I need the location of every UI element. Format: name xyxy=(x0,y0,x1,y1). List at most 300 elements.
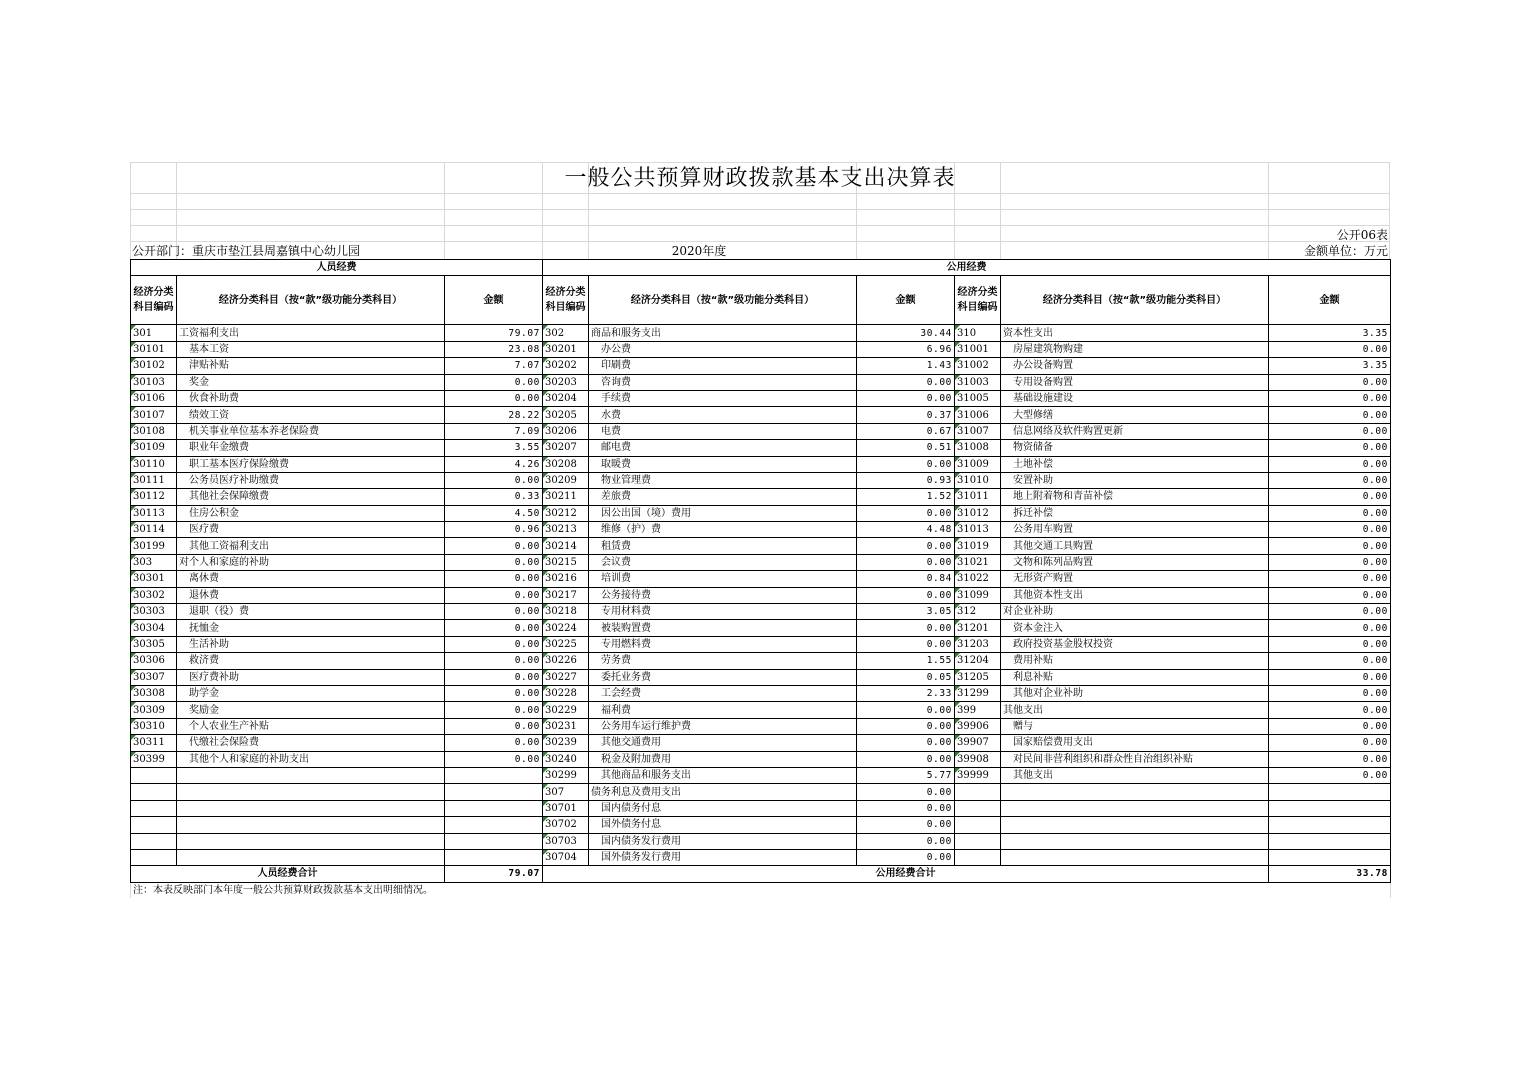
table-row xyxy=(131,833,1391,849)
table-row xyxy=(131,554,1391,570)
table-row xyxy=(131,817,1391,833)
cell-amount: 0.00 xyxy=(1269,767,1391,783)
table-row xyxy=(131,390,1391,406)
cell-name: 拆迁补偿 xyxy=(1001,505,1269,521)
cell-name: 国内债务付息 xyxy=(589,800,857,816)
cell-code: 30224 xyxy=(543,620,589,636)
cell-code: 30199 xyxy=(131,538,177,554)
cell-amount: 0.00 xyxy=(857,800,955,816)
cell-name: 专用材料费 xyxy=(589,604,857,620)
cell-amount xyxy=(445,817,543,833)
cell-code: 30306 xyxy=(131,653,177,669)
cell-name: 委托业务费 xyxy=(589,669,857,685)
public-total-value: 33.78 xyxy=(1269,866,1391,882)
cell-amount: 4.50 xyxy=(445,505,543,521)
cell-amount: 0.00 xyxy=(1269,538,1391,554)
cell-code: 31022 xyxy=(955,571,1001,587)
table-row xyxy=(131,702,1391,718)
cell-name: 机关事业单位基本养老保险费 xyxy=(177,423,445,439)
cell-amount: 0.00 xyxy=(857,620,955,636)
cell-code: 30303 xyxy=(131,604,177,620)
cell-amount: 0.00 xyxy=(1269,685,1391,701)
cell-name: 医疗费 xyxy=(177,522,445,538)
cell-name: 物业管理费 xyxy=(589,472,857,488)
cell-code: 30211 xyxy=(543,489,589,505)
cell-amount: 0.00 xyxy=(445,390,543,406)
cell-code: 30212 xyxy=(543,505,589,521)
cell-name: 奖励金 xyxy=(177,702,445,718)
cell-amount: 0.00 xyxy=(1269,587,1391,603)
cell-name: 文物和陈列品购置 xyxy=(1001,554,1269,570)
cell-name: 其他支出 xyxy=(1001,702,1269,718)
cell-code: 30702 xyxy=(543,817,589,833)
cell-amount: 0.00 xyxy=(1269,341,1391,357)
cell-amount: 0.00 xyxy=(1269,620,1391,636)
cell-code: 39906 xyxy=(955,718,1001,734)
cell-name: 对民间非营利组织和群众性自治组织补贴 xyxy=(1001,751,1269,767)
cell-amount: 0.00 xyxy=(445,620,543,636)
cell-amount: 0.00 xyxy=(1269,522,1391,538)
cell-amount: 0.00 xyxy=(445,538,543,554)
cell-amount: 5.77 xyxy=(857,767,955,783)
cell-amount: 30.44 xyxy=(857,325,955,341)
table-row xyxy=(131,341,1391,357)
cell-name: 职工基本医疗保险缴费 xyxy=(177,456,445,472)
cell-code: 30206 xyxy=(543,423,589,439)
table-row xyxy=(131,538,1391,554)
cell-name: 邮电费 xyxy=(589,440,857,456)
cell-code: 30214 xyxy=(543,538,589,554)
group-header-public: 公用经费 xyxy=(543,260,1391,276)
cell-name: 退休费 xyxy=(177,587,445,603)
cell-amount xyxy=(445,800,543,816)
cell-code: 30201 xyxy=(543,341,589,357)
cell-code: 30205 xyxy=(543,407,589,423)
cell-amount: 0.00 xyxy=(445,735,543,751)
cell-code xyxy=(955,817,1001,833)
cell-name xyxy=(177,817,445,833)
cell-code: 30218 xyxy=(543,604,589,620)
table-row xyxy=(131,620,1391,636)
cell-amount: 3.35 xyxy=(1269,358,1391,374)
cell-name: 代缴社会保险费 xyxy=(177,735,445,751)
cell-code: 31002 xyxy=(955,358,1001,374)
cell-code: 30239 xyxy=(543,735,589,751)
cell-code: 30311 xyxy=(131,735,177,751)
cell-name: 公务接待费 xyxy=(589,587,857,603)
cell-name: 其他交通工具购置 xyxy=(1001,538,1269,554)
header-amount: 金额 xyxy=(857,276,955,325)
cell-name: 印刷费 xyxy=(589,358,857,374)
cell-name: 其他个人和家庭的补助支出 xyxy=(177,751,445,767)
table-row xyxy=(131,653,1391,669)
cell-name xyxy=(1001,784,1269,800)
table-row xyxy=(131,374,1391,390)
cell-name: 救济费 xyxy=(177,653,445,669)
header-code: 经济分类科目编码 xyxy=(131,276,177,325)
cell-amount: 0.00 xyxy=(857,636,955,652)
cell-name xyxy=(177,767,445,783)
header-amount: 金额 xyxy=(1269,276,1391,325)
cell-code: 30226 xyxy=(543,653,589,669)
cell-code: 30112 xyxy=(131,489,177,505)
cell-name: 信息网络及软件购置更新 xyxy=(1001,423,1269,439)
totals-row xyxy=(131,866,1391,882)
cell-code: 30701 xyxy=(543,800,589,816)
cell-code xyxy=(955,833,1001,849)
cell-name: 公务用车运行维护费 xyxy=(589,718,857,734)
cell-code: 30307 xyxy=(131,669,177,685)
cell-code: 39908 xyxy=(955,751,1001,767)
cell-amount: 0.00 xyxy=(857,735,955,751)
personnel-total-value: 79.07 xyxy=(445,866,543,882)
cell-code: 39999 xyxy=(955,767,1001,783)
cell-amount: 0.00 xyxy=(445,604,543,620)
cell-amount: 1.55 xyxy=(857,653,955,669)
cell-amount: 0.00 xyxy=(1269,653,1391,669)
cell-name: 工资福利支出 xyxy=(177,325,445,341)
cell-amount: 0.00 xyxy=(1269,702,1391,718)
cell-code xyxy=(955,784,1001,800)
cell-name: 福利费 xyxy=(589,702,857,718)
cell-amount xyxy=(1269,800,1391,816)
cell-amount: 0.00 xyxy=(445,751,543,767)
cell-code: 30240 xyxy=(543,751,589,767)
cell-amount: 0.00 xyxy=(1269,423,1391,439)
table-number: 公开06表 xyxy=(1336,228,1388,242)
cell-amount: 0.05 xyxy=(857,669,955,685)
cell-code: 31005 xyxy=(955,390,1001,406)
cell-amount: 1.52 xyxy=(857,489,955,505)
cell-amount: 0.00 xyxy=(1269,505,1391,521)
cell-name: 其他支出 xyxy=(1001,767,1269,783)
cell-code: 30204 xyxy=(543,390,589,406)
cell-amount: 0.00 xyxy=(857,751,955,767)
cell-name: 利息补贴 xyxy=(1001,669,1269,685)
cell-amount: 0.00 xyxy=(1269,390,1391,406)
cell-amount: 0.00 xyxy=(1269,374,1391,390)
cell-amount: 0.00 xyxy=(445,554,543,570)
cell-code: 302 xyxy=(543,325,589,341)
table-row xyxy=(131,751,1391,767)
cell-name: 取暖费 xyxy=(589,456,857,472)
cell-code: 31012 xyxy=(955,505,1001,521)
cell-amount: 0.00 xyxy=(445,718,543,734)
cell-code: 30227 xyxy=(543,669,589,685)
cell-code: 307 xyxy=(543,784,589,800)
table-row xyxy=(131,505,1391,521)
cell-amount xyxy=(1269,784,1391,800)
cell-name: 公务用车购置 xyxy=(1001,522,1269,538)
cell-name: 退职（役）费 xyxy=(177,604,445,620)
cell-amount xyxy=(1269,849,1391,865)
cell-code: 30299 xyxy=(543,767,589,783)
cell-amount: 6.96 xyxy=(857,341,955,357)
cell-amount: 0.00 xyxy=(857,702,955,718)
table-row xyxy=(131,456,1391,472)
cell-name: 其他商品和服务支出 xyxy=(589,767,857,783)
cell-name: 基本工资 xyxy=(177,341,445,357)
note-row xyxy=(131,882,1391,898)
cell-name: 大型修缮 xyxy=(1001,407,1269,423)
cell-amount: 79.07 xyxy=(445,325,543,341)
cell-name xyxy=(177,800,445,816)
cell-amount: 0.00 xyxy=(857,817,955,833)
cell-code: 30301 xyxy=(131,571,177,587)
cell-name xyxy=(177,833,445,849)
cell-name: 生活补助 xyxy=(177,636,445,652)
table-row xyxy=(131,489,1391,505)
cell-code: 31013 xyxy=(955,522,1001,538)
cell-name: 安置补助 xyxy=(1001,472,1269,488)
table-row xyxy=(131,784,1391,800)
cell-code: 31010 xyxy=(955,472,1001,488)
cell-name: 基础设施建设 xyxy=(1001,390,1269,406)
cell-code: 30228 xyxy=(543,685,589,701)
cell-code: 31008 xyxy=(955,440,1001,456)
cell-name: 政府投资基金股权投资 xyxy=(1001,636,1269,652)
table-row xyxy=(131,669,1391,685)
cell-name: 其他社会保障缴费 xyxy=(177,489,445,505)
cell-name: 赠与 xyxy=(1001,718,1269,734)
cell-name: 其他交通费用 xyxy=(589,735,857,751)
cell-name xyxy=(1001,800,1269,816)
cell-code: 31003 xyxy=(955,374,1001,390)
table-row xyxy=(131,472,1391,488)
cell-code: 30215 xyxy=(543,554,589,570)
cell-amount: 0.00 xyxy=(1269,604,1391,620)
cell-code: 30102 xyxy=(131,358,177,374)
cell-amount: 0.00 xyxy=(1269,751,1391,767)
table-row xyxy=(131,325,1391,341)
cell-code xyxy=(131,767,177,783)
cell-amount: 0.00 xyxy=(1269,571,1391,587)
cell-code xyxy=(131,800,177,816)
cell-code: 30399 xyxy=(131,751,177,767)
cell-amount: 0.37 xyxy=(857,407,955,423)
cell-name: 专用燃料费 xyxy=(589,636,857,652)
cell-name: 债务利息及费用支出 xyxy=(589,784,857,800)
unit-label: 金额单位：万元 xyxy=(1303,244,1388,258)
cell-code: 31203 xyxy=(955,636,1001,652)
cell-amount: 0.00 xyxy=(445,636,543,652)
page-title: 一般公共预算财政拨款基本支出决算表 xyxy=(564,166,956,191)
cell-code: 30225 xyxy=(543,636,589,652)
cell-code: 30101 xyxy=(131,341,177,357)
cell-name: 手续费 xyxy=(589,390,857,406)
cell-name: 资本性支出 xyxy=(1001,325,1269,341)
cell-code: 31006 xyxy=(955,407,1001,423)
cell-amount: 28.22 xyxy=(445,407,543,423)
cell-code: 30213 xyxy=(543,522,589,538)
table-row xyxy=(131,423,1391,439)
cell-code: 30202 xyxy=(543,358,589,374)
cell-code: 31204 xyxy=(955,653,1001,669)
cell-code: 31299 xyxy=(955,685,1001,701)
cell-amount: 0.00 xyxy=(1269,554,1391,570)
cell-code: 31201 xyxy=(955,620,1001,636)
cell-code: 39907 xyxy=(955,735,1001,751)
cell-code: 30203 xyxy=(543,374,589,390)
table-row xyxy=(131,636,1391,652)
cell-code xyxy=(131,849,177,865)
table-row xyxy=(131,522,1391,538)
cell-name xyxy=(1001,833,1269,849)
cell-amount: 0.00 xyxy=(445,472,543,488)
cell-amount xyxy=(1269,817,1391,833)
cell-name: 个人农业生产补贴 xyxy=(177,718,445,734)
cell-name: 其他工资福利支出 xyxy=(177,538,445,554)
table-row xyxy=(131,358,1391,374)
expenditure-table xyxy=(130,259,1391,898)
cell-amount xyxy=(445,784,543,800)
cell-name: 抚恤金 xyxy=(177,620,445,636)
cell-amount: 0.00 xyxy=(857,456,955,472)
cell-amount xyxy=(445,833,543,849)
cell-amount: 0.00 xyxy=(1269,456,1391,472)
cell-name: 津贴补贴 xyxy=(177,358,445,374)
table-row xyxy=(131,440,1391,456)
table-row xyxy=(131,849,1391,865)
cell-code: 30308 xyxy=(131,685,177,701)
fiscal-year: 2020年度 xyxy=(671,244,727,258)
cell-amount: 1.43 xyxy=(857,358,955,374)
cell-name: 电费 xyxy=(589,423,857,439)
cell-amount: 0.00 xyxy=(857,587,955,603)
cell-code: 30106 xyxy=(131,390,177,406)
cell-code xyxy=(955,849,1001,865)
cell-name: 资本金注入 xyxy=(1001,620,1269,636)
cell-name: 劳务费 xyxy=(589,653,857,669)
cell-amount: 0.00 xyxy=(445,587,543,603)
cell-name xyxy=(177,784,445,800)
cell-name: 国外债务付息 xyxy=(589,817,857,833)
cell-name: 离休费 xyxy=(177,571,445,587)
cell-name: 房屋建筑物购建 xyxy=(1001,341,1269,357)
table-row xyxy=(131,718,1391,734)
cell-amount: 0.00 xyxy=(1269,718,1391,734)
cell-amount: 7.09 xyxy=(445,423,543,439)
group-header-personnel: 人员经费 xyxy=(131,260,543,276)
table-row xyxy=(131,685,1391,701)
header-code: 经济分类科目编码 xyxy=(543,276,589,325)
cell-name: 职业年金缴费 xyxy=(177,440,445,456)
cell-amount: 0.00 xyxy=(857,554,955,570)
table-row xyxy=(131,800,1391,816)
cell-code: 31021 xyxy=(955,554,1001,570)
cell-code: 31099 xyxy=(955,587,1001,603)
cell-amount: 0.00 xyxy=(1269,735,1391,751)
cell-name xyxy=(1001,849,1269,865)
public-total-label: 公用经费合计 xyxy=(543,866,1269,882)
cell-name: 其他对企业补助 xyxy=(1001,685,1269,701)
cell-code: 30304 xyxy=(131,620,177,636)
cell-code: 30208 xyxy=(543,456,589,472)
cell-amount: 0.00 xyxy=(445,374,543,390)
table-row xyxy=(131,587,1391,603)
cell-code: 30207 xyxy=(543,440,589,456)
cell-code: 30309 xyxy=(131,702,177,718)
cell-name: 被装购置费 xyxy=(589,620,857,636)
cell-code: 30209 xyxy=(543,472,589,488)
cell-amount: 0.00 xyxy=(1269,669,1391,685)
cell-name: 无形资产购置 xyxy=(1001,571,1269,587)
cell-name: 奖金 xyxy=(177,374,445,390)
table-note: 注：本表反映部门本年度一般公共预算财政拨款基本支出明细情况。 xyxy=(131,882,1391,898)
cell-amount: 7.07 xyxy=(445,358,543,374)
cell-name: 国家赔偿费用支出 xyxy=(1001,735,1269,751)
cell-name: 绩效工资 xyxy=(177,407,445,423)
cell-amount: 0.51 xyxy=(857,440,955,456)
cell-code: 310 xyxy=(955,325,1001,341)
cell-amount: 2.33 xyxy=(857,685,955,701)
cell-amount xyxy=(445,767,543,783)
cell-code: 30231 xyxy=(543,718,589,734)
cell-amount xyxy=(445,849,543,865)
cell-name xyxy=(1001,817,1269,833)
cell-code: 31011 xyxy=(955,489,1001,505)
cell-name: 医疗费补助 xyxy=(177,669,445,685)
cell-name: 对个人和家庭的补助 xyxy=(177,554,445,570)
cell-name: 差旅费 xyxy=(589,489,857,505)
cell-code: 30310 xyxy=(131,718,177,734)
cell-amount: 0.00 xyxy=(1269,489,1391,505)
column-header-row xyxy=(131,276,1391,325)
cell-name: 土地补偿 xyxy=(1001,456,1269,472)
cell-amount: 0.00 xyxy=(445,702,543,718)
header-name: 经济分类科目（按“款”级功能分类科目） xyxy=(1001,276,1269,325)
cell-code: 30302 xyxy=(131,587,177,603)
cell-amount: 0.00 xyxy=(857,538,955,554)
cell-name: 工会经费 xyxy=(589,685,857,701)
cell-amount: 4.26 xyxy=(445,456,543,472)
cell-code: 30216 xyxy=(543,571,589,587)
cell-name: 办公费 xyxy=(589,341,857,357)
cell-amount xyxy=(1269,833,1391,849)
table-row xyxy=(131,604,1391,620)
cell-code: 31019 xyxy=(955,538,1001,554)
cell-name: 因公出国（境）费用 xyxy=(589,505,857,521)
cell-code: 399 xyxy=(955,702,1001,718)
cell-name: 伙食补助费 xyxy=(177,390,445,406)
cell-amount: 0.67 xyxy=(857,423,955,439)
cell-amount: 3.55 xyxy=(445,440,543,456)
cell-amount: 0.00 xyxy=(1269,636,1391,652)
cell-name: 费用补贴 xyxy=(1001,653,1269,669)
cell-code xyxy=(131,817,177,833)
cell-code: 30108 xyxy=(131,423,177,439)
header-name: 经济分类科目（按“款”级功能分类科目） xyxy=(589,276,857,325)
cell-code xyxy=(131,833,177,849)
cell-amount: 0.00 xyxy=(445,685,543,701)
cell-code xyxy=(955,800,1001,816)
header-code: 经济分类科目编码 xyxy=(955,276,1001,325)
department-label: 公开部门：重庆市垫江县周嘉镇中心幼儿园 xyxy=(132,244,361,258)
cell-code: 30114 xyxy=(131,522,177,538)
cell-name: 会议费 xyxy=(589,554,857,570)
header-name: 经济分类科目（按“款”级功能分类科目） xyxy=(177,276,445,325)
personnel-total-label: 人员经费合计 xyxy=(131,866,445,882)
cell-amount: 0.00 xyxy=(857,849,955,865)
cell-name: 助学金 xyxy=(177,685,445,701)
cell-amount: 0.84 xyxy=(857,571,955,587)
cell-code: 30107 xyxy=(131,407,177,423)
cell-amount: 3.05 xyxy=(857,604,955,620)
cell-amount: 0.00 xyxy=(857,390,955,406)
cell-code: 31009 xyxy=(955,456,1001,472)
table-row xyxy=(131,571,1391,587)
table-row xyxy=(131,735,1391,751)
